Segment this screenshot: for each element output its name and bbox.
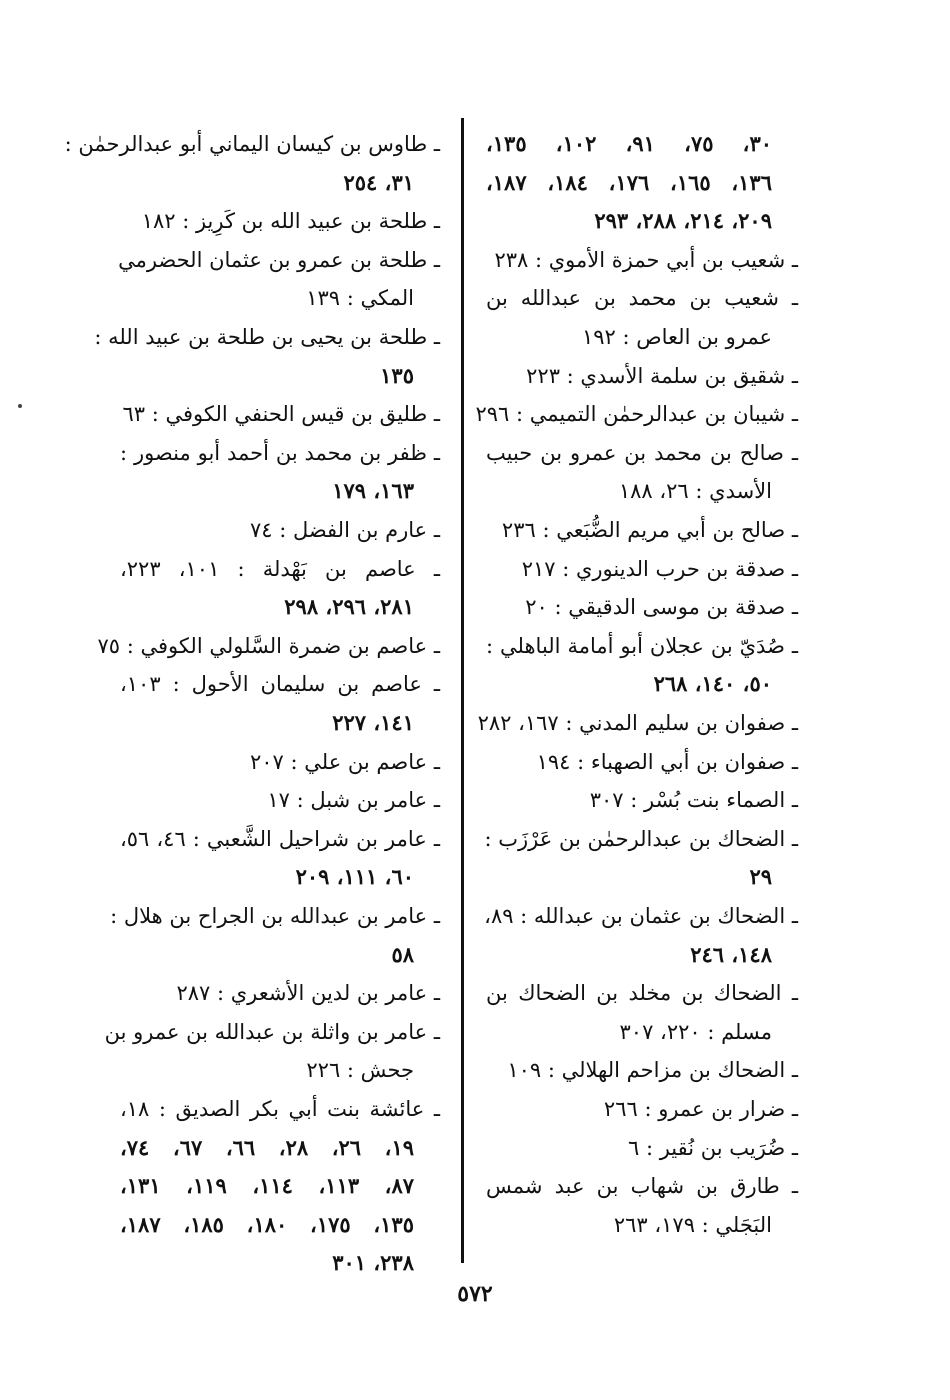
- index-entry: ـ شعيب بن محمد بن عبدالله بن: [486, 279, 798, 317]
- index-entry: ـ عاصم بن علي : ٢٠٧: [120, 743, 440, 781]
- index-entry-continuation: ٨٧، ١١٣، ١١٤، ١١٩، ١٣١،: [120, 1173, 415, 1199]
- index-entry: ـ صُدَيّ بن عجلان أبو أمامة الباهلي :: [486, 627, 798, 665]
- index-entry: ـ الصماء بنت بُسْر : ٣٠٧: [486, 781, 798, 819]
- index-entry: ـ عاصم بن ضمرة السَّلولي الكوفي : ٧٥: [120, 627, 440, 665]
- index-entry-continuation: ١٣٦، ١٦٥، ١٧٦، ١٨٤، ١٨٧،: [486, 169, 772, 195]
- index-entry-continuation: البَجَلي : ١٧٩، ٢٦٣: [613, 1212, 772, 1237]
- index-entry-continuation: المكي : ١٣٩: [306, 286, 414, 311]
- index-entry-continuation: ٣٠، ٧٥، ٩١، ١٠٢، ١٣٥،: [486, 131, 773, 156]
- index-entry: ـ شعيب بن أبي حمزة الأموي : ٢٣٨: [486, 241, 798, 279]
- page-number: ٥٧٢: [457, 1281, 493, 1307]
- index-entry: ـ صدقة بن موسى الدقيقي : ٢٠: [486, 588, 798, 626]
- index-entry: ـ صالح بن أبي مريم الضُّبَعي : ٢٣٦: [486, 511, 798, 549]
- column-divider: [461, 118, 464, 1263]
- index-entry: ـ الضحاك بن عثمان بن عبدالله : ٨٩،: [486, 897, 798, 935]
- index-entry-continuation: ٥٨: [391, 941, 414, 967]
- index-entry: ـ عامر بن لدين الأشعري : ٢٨٧: [120, 974, 440, 1012]
- index-entry: ـ طلحة بن عمرو بن عثمان الحضرمي: [120, 241, 440, 279]
- index-entry: ـ طلحة بن عبيد الله بن كَرِيز : ١٨٢: [120, 202, 440, 240]
- index-entry-continuation: ١٦٣، ١٧٩: [332, 478, 414, 504]
- index-entry: ـ عائشة بنت أبي بكر الصديق : ١٨،: [120, 1090, 440, 1128]
- index-entry-continuation: ١٤١، ٢٢٧: [332, 710, 414, 735]
- index-entry: ـ ضرار بن عمرو : ٢٦٦: [486, 1090, 798, 1128]
- index-entry: ـ عامر بن شبل : ١٧: [120, 781, 440, 819]
- index-entry-continuation: الأسدي : ٢٦، ١٨٨: [618, 479, 772, 504]
- index-entry-continuation: جحش : ٢٢٦: [306, 1058, 414, 1083]
- index-entry: ـ صالح بن محمد بن عمرو بن حبيب: [486, 434, 798, 472]
- index-entry: ـ عاصم بن سليمان الأحول : ١٠٣،: [120, 665, 440, 703]
- index-entry-continuation: ١٣٥: [380, 362, 414, 388]
- index-entry: ـ صفوان بن سليم المدني : ١٦٧، ٢٨٢: [486, 704, 798, 742]
- index-entry: ـ شقيق بن سلمة الأسدي : ٢٢٣: [486, 357, 798, 395]
- index-entry-continuation: ١٣٥، ١٧٥، ١٨٠، ١٨٥، ١٨٧،: [120, 1211, 414, 1237]
- index-entry: ـ عامر بن شراحيل الشَّعبي : ٤٦، ٥٦،: [120, 820, 440, 858]
- index-entry: ـ طلحة بن يحيى بن طلحة بن عبيد الله :: [120, 318, 440, 356]
- index-entry: ـ شيبان بن عبدالرحمٰن التميمي : ٢٩٦: [486, 395, 798, 433]
- index-entry: ـ طليق بن قيس الحنفي الكوفي : ٦٣: [120, 395, 440, 433]
- index-entry: ـ الضحاك بن مزاحم الهلالي : ١٠٩: [486, 1051, 798, 1089]
- index-entry-continuation: ٢٠٩، ٢١٤، ٢٨٨، ٢٩٣: [594, 208, 772, 234]
- index-entry-continuation: ٣١، ٢٥٤: [343, 169, 414, 195]
- index-entry-continuation: ٢٣٨، ٣٠١: [332, 1250, 414, 1276]
- index-entry: ـ طاوس بن كيسان اليماني أبو عبدالرحمٰن :: [120, 125, 440, 163]
- index-entry: ـ ضُرَيب بن نُقير : ٦: [486, 1129, 798, 1167]
- index-entry-continuation: ٢٩: [749, 864, 772, 890]
- index-entry: ـ عامر بن واثلة بن عبدالله بن عمرو بن: [120, 1013, 440, 1051]
- index-entry-continuation: ٦٠، ١١١، ٢٠٩: [295, 864, 414, 890]
- index-entry: ـ عامر بن عبدالله بن الجراح بن هلال :: [120, 897, 440, 935]
- index-entry: ـ عارم بن الفضل : ٧٤: [120, 511, 440, 549]
- index-entry: ـ الضحاك بن مخلد بن الضحاك بن: [486, 974, 798, 1012]
- index-entry: ـ عاصم بن بَهْدلة : ١٠١، ٢٢٣،: [120, 550, 440, 588]
- index-entry: ـ الضحاك بن عبدالرحمٰن بن عَرْزَب :: [486, 820, 798, 858]
- index-entry-continuation: ١٤٨، ٢٤٦: [690, 941, 772, 967]
- index-entry-continuation: مسلم : ٢٢٠، ٣٠٧: [619, 1019, 772, 1044]
- index-entry: ـ ظفر بن محمد بن أحمد أبو منصور :: [120, 434, 440, 472]
- index-entry: ـ صفوان بن أبي الصهباء : ١٩٤: [486, 743, 798, 781]
- index-entry-continuation: عمرو بن العاص : ١٩٢: [581, 325, 772, 349]
- index-entry-continuation: ٢٨١، ٢٩٦، ٢٩٨: [284, 594, 414, 620]
- index-entry: ـ طارق بن شهاب بن عبد شمس: [486, 1167, 798, 1205]
- margin-dot: [18, 404, 22, 408]
- index-entry-continuation: ٥٠، ١٤٠، ٢٦٨: [653, 671, 772, 697]
- index-entry: ـ صدقة بن حرب الدينوري : ٢١٧: [486, 550, 798, 588]
- index-entry-continuation: ١٩، ٢٦، ٢٨، ٦٦، ٦٧، ٧٤،: [120, 1134, 415, 1160]
